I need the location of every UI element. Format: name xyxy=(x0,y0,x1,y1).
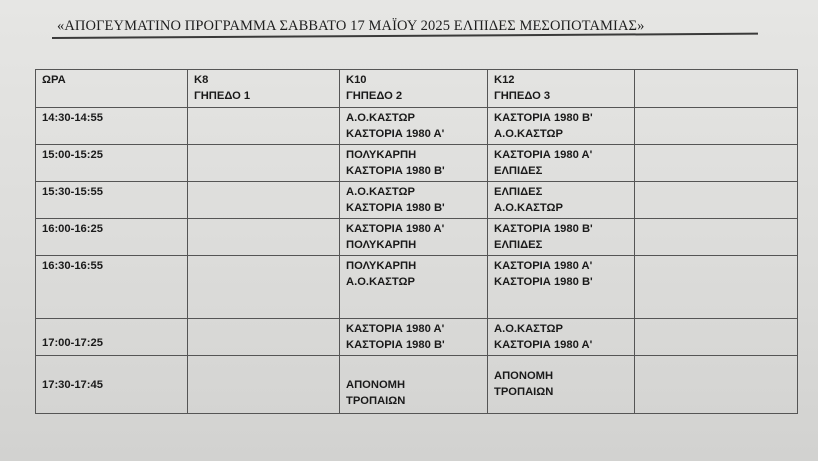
k10-cell: ΚΑΣΤΟΡΙΑ 1980 Α' ΚΑΣΤΟΡΙΑ 1980 Β' xyxy=(340,319,488,356)
time-cell: 14:30-14:55 xyxy=(36,108,188,145)
k10-cell: Α.Ο.ΚΑΣΤΩΡ ΚΑΣΤΟΡΙΑ 1980 Β' xyxy=(340,182,488,219)
header-k8-category: Κ8 xyxy=(194,74,209,86)
k10-cell: ΠΟΛΥΚΑΡΠΗ ΚΑΣΤΟΡΙΑ 1980 Β' xyxy=(340,145,488,182)
k8-cell xyxy=(188,356,340,414)
header-k12-field: ΓΗΠΕΔΟ 3 xyxy=(494,90,551,102)
time-cell: 15:30-15:55 xyxy=(36,182,188,219)
empty-cell xyxy=(635,145,798,182)
k8-cell xyxy=(188,219,340,256)
k10-cell: ΚΑΣΤΟΡΙΑ 1980 Α' ΠΟΛΥΚΑΡΠΗ xyxy=(340,219,488,256)
header-k8 xyxy=(188,70,340,108)
k8-cell xyxy=(188,182,340,219)
empty-cell xyxy=(635,256,798,319)
empty-cell xyxy=(635,182,798,219)
header-k10-field: ΓΗΠΕΔΟ 2 xyxy=(346,90,403,102)
k12-cell: Α.Ο.ΚΑΣΤΩΡ ΚΑΣΤΟΡΙΑ 1980 Α' xyxy=(488,319,635,356)
table-row xyxy=(36,256,798,319)
empty-cell xyxy=(635,219,798,256)
k10-cell: ΠΟΛΥΚΑΡΠΗ Α.Ο.ΚΑΣΤΩΡ xyxy=(340,256,488,319)
k10-cell: Α.Ο.ΚΑΣΤΩΡ ΚΑΣΤΟΡΙΑ 1980 Α' xyxy=(340,108,488,145)
table-row xyxy=(36,319,798,356)
k8-cell xyxy=(188,319,340,356)
time-cell: 17:30-17:45 xyxy=(36,356,188,414)
time-cell: 17:00-17:25 xyxy=(36,319,188,356)
table-row xyxy=(36,219,798,256)
k12-cell: ΑΠΟΝΟΜΗ ΤΡΟΠΑΙΩΝ xyxy=(488,356,635,414)
k12-cell: ΕΛΠΙΔΕΣ Α.Ο.ΚΑΣΤΩΡ xyxy=(488,182,635,219)
k8-cell xyxy=(188,145,340,182)
k12-cell: ΚΑΣΤΟΡΙΑ 1980 Β' ΕΛΠΙΔΕΣ xyxy=(488,219,635,256)
header-empty xyxy=(635,70,798,108)
header-k8-field: ΓΗΠΕΔΟ 1 xyxy=(194,90,251,102)
header-k12-category: Κ12 xyxy=(494,74,515,86)
table-row xyxy=(36,356,798,414)
table-row xyxy=(36,108,798,145)
time-cell: 16:00-16:25 xyxy=(36,219,188,256)
time-cell: 16:30-16:55 xyxy=(36,256,188,319)
header-k12 xyxy=(488,70,635,108)
empty-cell xyxy=(635,108,798,145)
header-k10 xyxy=(340,70,488,108)
header-time: ΩΡΑ xyxy=(36,70,188,108)
k8-cell xyxy=(188,256,340,319)
k12-cell: ΚΑΣΤΟΡΙΑ 1980 Α' ΕΛΠΙΔΕΣ xyxy=(488,145,635,182)
empty-cell xyxy=(635,356,798,414)
table-row xyxy=(36,182,798,219)
k12-cell: ΚΑΣΤΟΡΙΑ 1980 Β' Α.Ο.ΚΑΣΤΩΡ xyxy=(488,108,635,145)
time-cell: 15:00-15:25 xyxy=(36,145,188,182)
header-row xyxy=(36,70,798,108)
header-k10-category: Κ10 xyxy=(346,74,367,86)
page-title: «ΑΠΟΓΕΥΜΑΤΙΝΟ ΠΡΟΓΡΑΜΜΑ ΣΑΒΒΑΤΟ 17 ΜΑΪΟΥ 2025 ΕΛΠΙΔΕΣ ΜΕΣΟΠΟΤΑΜΙΑΣ» xyxy=(57,18,645,34)
k8-cell xyxy=(188,108,340,145)
k10-cell: ΑΠΟΝΟΜΗ ΤΡΟΠΑΙΩΝ xyxy=(340,356,488,414)
table-row xyxy=(36,145,798,182)
empty-cell xyxy=(635,319,798,356)
schedule-table xyxy=(35,69,798,414)
k12-cell: ΚΑΣΤΟΡΙΑ 1980 Α' ΚΑΣΤΟΡΙΑ 1980 Β' xyxy=(488,256,635,319)
